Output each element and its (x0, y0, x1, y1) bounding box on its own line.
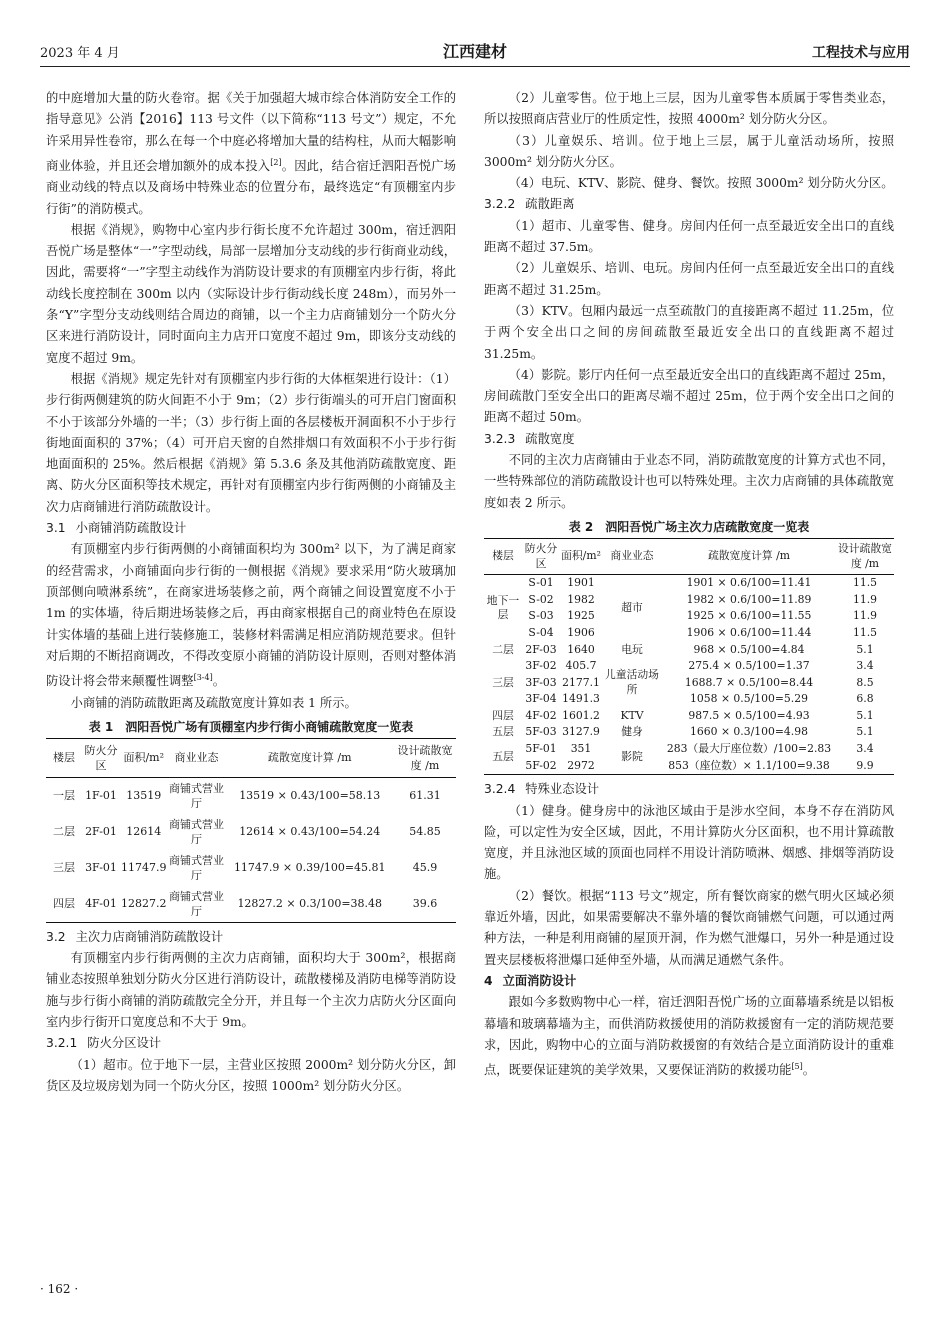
paragraph: （4）影院。影厅内任何一点至最近安全出口的直线距离不超过 25m，房间疏散门至安全出口的距离尽端不超过 25m，位于两个安全出口之间的距离不超过 50m。 (484, 367, 894, 425)
running-header (40, 30, 910, 60)
table-row: 5F-02 2972 853（座位数）× 1.1/100=9.38 9.9 (525, 758, 874, 772)
section-heading-4: 4 立面消防设计 (484, 973, 577, 988)
table-row: 四层 4F-02 1601.2 KTV 987.5 × 0.5/100=4.93 5.1 (492, 708, 874, 722)
paragraph: （3）儿童娱乐、培训。位于地上三层，属于儿童活动场所，按照 3000m² 划分防火分区。 (484, 133, 894, 169)
table-header-row: 楼层 防火分区 面积/m² 商业业态 疏散宽度计算 /m 设计疏散宽度 /m (46, 738, 456, 777)
table-row: 地下一层 S-01 1901 超市 1901 × 0.6/100=11.41 11.5 (486, 576, 878, 622)
table-row: 3F-04 1491.3 1058 × 0.5/100=5.29 6.8 (525, 692, 874, 706)
table-2 (484, 538, 894, 775)
paragraph: （2）餐饮。根据“113 号文”规定，所有餐饮商家的燃气明火区域必须靠近外墙，因此，如果需要解决不靠外墙的餐饮商铺燃气问题，可以通过两种方法，一种是利用商铺的屋顶开洞，作为燃气泄爆口，另外一种是通过设置夹层楼板将泄爆口延伸至外墙，从而满足通燃气条件。 (484, 888, 894, 967)
table-row: 三层 3F-01 11747.9 商铺式营业厅 11747.9 × 0.39/100=45.81 45.9 (53, 853, 438, 882)
paragraph: （1）健身。健身房中的泳池区域由于是涉水空间，本身不存在消防风险，可以定性为安全区域，因此，不用计算防火分区面积，也不用计算疏散宽度，并且泳池区域的顶面也同样不用设计消防喷淋、烟感、排烟等消防设施。 (484, 803, 894, 882)
section-heading-3-1: 3.1 小商铺消防疏散设计 (46, 521, 187, 536)
paragraph: 有顶棚室内步行街两侧的小商铺面积均为 300m² 以下，为了满足商家的经营需求，小商铺面向步行街的一侧根据《消规》要求采用“防火玻璃加顶部侧向喷淋系统”，在商家进场装修之前，两个商铺之间设置宽度不小于 1m 的实体墙，待后期进场装修之后，再由商家根据自己的商业特色在原设计实体墙的基础上进行装修施工，装修材料需满足相应消防规范要求。但针对后期的不断招商调改，不得改变原小商铺的消防设计原则，否则对整体消防设计将会带来颠覆性调整[3-4]。 (46, 542, 456, 689)
section-heading-3-2-2: 3.2.2 疏散距离 (484, 197, 575, 212)
paragraph: 小商铺的消防疏散距离及疏散宽度计算如表 1 所示。 (70, 695, 357, 710)
table-row: 五层 5F-01 351 影院 283（最大厅座位数）/100=2.83 3.4 (492, 742, 874, 764)
paragraph: 根据《消规》，购物中心室内步行街长度不允许超过 300m，宿迁泗阳吾悦广场是整体“一”字型动线，局部一层增加分支动线的步行街商业动线，因此，需要将“一”字型主动线作为消防设计要求的有顶棚室内步行街，将此动线长度控制在 300m 以内（实际设计步行街动线长度 248m），而另外一条“Y”字型分支动线则结合周边的商铺，以一个主力店商铺划分一个防火分区来进行消防设计，同时面向主力店开口宽度不超过 9m，即该分支动线的宽度不超过 9m。 (46, 222, 456, 365)
table-2-caption: 表 2 泗阳吾悦广场主次力店疏散宽度一览表 (568, 519, 810, 534)
page-number: · 162 · (40, 1282, 79, 1296)
section-heading-3-2-3: 3.2.3 疏散宽度 (484, 431, 575, 446)
right-column (484, 88, 894, 1082)
table-row: 二层 2F-03 1640 电玩 968 × 0.5/100=4.84 5.1 (492, 642, 874, 656)
paragraph: 跟如今多数购物中心一样，宿迁泗阳吾悦广场的立面幕墙系统是以铝板幕墙和玻璃幕墙为主，而供消防救援使用的消防救援窗有一定的消防规范要求，因此，购物中心的立面与消防救援窗的有效结合是立面消防设计的重难点，既要保证建筑的美学效果，又要保证消防的救援功能[5]。 (484, 995, 894, 1078)
paragraph: （1）超市、儿童零售、健身。房间内任何一点至最近安全出口的直线距离不超过 37.5m。 (484, 218, 894, 255)
header-rule (40, 66, 910, 67)
section-title: 工程技术与应用 (812, 45, 910, 61)
paragraph: （2）儿童娱乐、培训、电玩。房间内任何一点至最近安全出口的直线距离不超过 31.25m。 (484, 261, 894, 297)
journal-title: 江西建材 (442, 42, 507, 61)
table-row: 五层 5F-03 3127.9 健身 1660 × 0.3/100=4.98 5.1 (492, 725, 874, 739)
table-row: S-02 1982 1982 × 0.6/100=11.89 11.9 (528, 592, 878, 606)
table-row: 四层 4F-01 12827.2 商铺式营业厅 12827.2 × 0.3/100=38.48 39.6 (53, 889, 438, 918)
left-column (46, 88, 456, 1097)
table-row: 3F-03 2177.1 1688.7 × 0.5/100=8.44 8.5 (525, 675, 874, 689)
table-row: S-03 1925 1925 × 0.6/100=11.55 11.9 (528, 609, 878, 623)
section-heading-3-2-1: 3.2.1 防火分区设计 (46, 1036, 162, 1051)
paragraph: 的中庭增加大量的防火卷帘。据《关于加强超大城市综合体消防安全工作的指导意见》公消【2016】113 号文件（以下简称“113 号文”）规定，不允许采用异性卷帘，那么在每一个中庭必将增加大量的结构柱，从而大幅影响商业体验，并且还会增加额外的成本投入[2]。因此，结合宿迁泗阳吾悦广场商业动线的特点以及商场中特殊业态的位置分布，最终选定“有顶棚室内步行街”的消防模式。 (46, 91, 456, 216)
table-row: S-04 1906 1906 × 0.6/100=11.44 11.5 (528, 625, 878, 639)
paragraph: 根据《消规》规定先针对有顶棚室内步行街的大体框架进行设计：（1）步行街两侧建筑的防火间距不小于 9m；（2）步行街端头的可开启门窗面积不小于该部分外墙的一半；（3）步行街上面的各层楼板开洞面积不小于步行街地面面积的 37%；（4）可开启天窗的自然排烟口有效面积不小于步行街地面面积的 25%。然后根据《消规》第 5.3.6 条及其他消防疏散宽度、距离、防火分区面积等技术规定，再针对有顶棚室内步行街两侧的小商铺及主次力店商铺进行消防疏散设计。 (46, 371, 456, 514)
paragraph: 不同的主次力店商铺由于业态不同，消防疏散宽度的计算方式也不同，一些特殊部位的消防疏散设计也可以特殊处理。主次力店商铺的具体疏散宽度如表 2 所示。 (484, 453, 894, 510)
paragraph: 有顶棚室内步行街两侧的主次力店商铺，面积均大于 300m²，根据商铺业态按照单独划分防火分区进行消防设计，疏散楼梯及消防电梯等消防设施与步行街小商铺的消防疏散完全分开，并且每一个主次力店防火分区面向室内步行街开口宽度总和不大于 9m。 (46, 951, 456, 1029)
table-1 (46, 738, 456, 923)
table-row: 一层 1F-01 13519 商铺式营业厅 13519 × 0.43/100=58.13 61.31 (53, 781, 441, 810)
section-heading-3-2: 3.2 主次力店商铺消防疏散设计 (46, 929, 224, 944)
paragraph: （3）KTV。包厢内最远一点至疏散门的直接距离不超过 11.25m，位于两个安全出口之间的房间疏散至最近安全出口的直线距离不超过 31.25m。 (484, 303, 894, 361)
issue-date: 2023 年 4 月 (40, 46, 120, 61)
table-header-row: 楼层 防火分区 面积/m² 商业业态 疏散宽度计算 /m 设计疏散宽度 /m (484, 538, 894, 574)
section-heading-3-2-4: 3.2.4 特殊业态设计 (484, 782, 600, 797)
table-row: 二层 2F-01 12614 商铺式营业厅 12614 × 0.43/100=54.24 54.85 (53, 817, 441, 846)
paragraph: （2）儿童零售。位于地上三层，因为儿童零售本质属于零售类业态，所以按照商店营业厅的性质定性，按照 4000m² 划分防火分区。 (484, 91, 894, 127)
table-row: 三层 3F-02 405.7 儿童活动场所 275.4 × 0.5/100=1.37 3.4 (492, 659, 874, 696)
paragraph: （1）超市。位于地下一层，主营业区按照 2000m² 划分防火分区，卸货区及垃圾房划为同一个防火分区，按照 1000m² 划分防火分区。 (46, 1057, 456, 1093)
paragraph: （4）电玩、KTV、影院、健身、餐饮。按照 3000m² 划分防火分区。 (508, 176, 894, 191)
table-1-caption: 表 1 泗阳吾悦广场有顶棚室内步行街小商铺疏散宽度一览表 (88, 719, 414, 734)
